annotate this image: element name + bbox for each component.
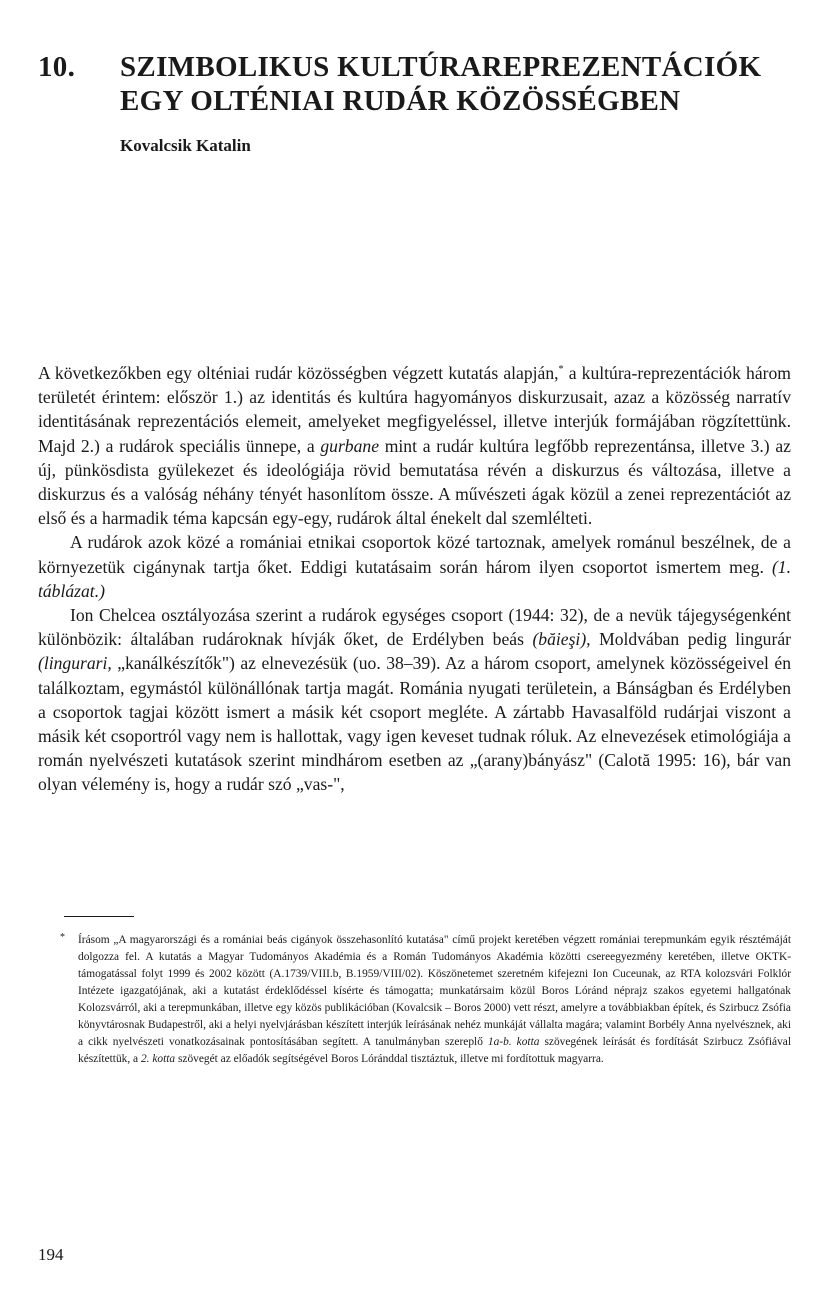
term-lingurari: (lingurari, bbox=[38, 653, 112, 674]
paragraph-2 bbox=[38, 530, 791, 603]
footnote-body bbox=[64, 932, 791, 1068]
paragraph-1 bbox=[38, 361, 791, 530]
page-number: 194 bbox=[38, 1245, 64, 1264]
paragraph-3-text-b: Moldvában pedig lingurár bbox=[590, 629, 791, 650]
paragraph-1-text-c: mint a rudár kultúra legfőbb reprezentánsa, illetve 3.) az új, pünkösdista gyülekezet és ideológiája rövid bemutatása révén a diskurzus és változása, illetve a diskurzus és a valóság néhány tényét hasonlítom össze. A művészeti ágak közül a zenei reprezentációt az első és a harmadik téma kapcsán egy-egy, rudárok által énekelt dal szemlélteti. bbox=[38, 435, 791, 529]
chapter-title-line-1: SZIMBOLIKUS KULTÚRAREPREZENTÁCIÓK bbox=[120, 51, 762, 83]
footnote-divider bbox=[64, 916, 134, 917]
paragraph-1-text-b: a kultúra-reprezentációk három területét érintem: először 1.) az identitás és kultúra hagyományos diskurzusait, azaz a közösség narratív identitásának reprezentációs elemeit, amelyeket megfigyeléssel, illetve interjúk formájában rögzítettünk. Majd 2.) a rudárok speciális ünnepe, a bbox=[38, 363, 791, 456]
paragraph-2-text: A rudárok azok közé a romániai etnikai csoportok közé tartoznak, amelyek románul beszélnek, de a környezetük cigánynak tartja őket. Eddigi kutatásaim során három ilyen csoportot ismertem meg. bbox=[38, 532, 791, 577]
paragraph-3 bbox=[38, 603, 791, 797]
author-name: Kovalcsik Katalin bbox=[120, 136, 251, 155]
footnote-text-c: szövegét az előadók segítségével Boros Lóránddal tisztáztuk, illetve mi fordítottuk magyarra. bbox=[175, 1053, 604, 1065]
footnote-text-a: Írásom „A magyarországi és a romániai beás cigányok összehasonlító kutatása" című projekt keretében végzett romániai terepmunkám egyik résztémáját dolgozza fel. A kutatás a Magyar Tudományos Akadémia és a Román Tudományos Akadémia közötti csereegyezmény keretében, illetve OKTK-támogatással folyt 1999 és 2002 között (A.1739/VIII.b, B.1959/VIII/02). Köszönetemet szeretném kifejezni Ion Cuceunak, az RTA kolozsvári Folklór Intézete igazgatójának, aki a kutatást érdeklődéssel kísérte és támogatta; munkatársaim közül Boros Lóránd néprajz szakos egyetemi hallgatónak Kolozsvárról, aki a terepmunkában, illetve egy közös publikációban (Kovalcsik – Boros 2000) vett részt, amelyre a továbbiakban építek, és Szirbucz Zsófia könyvtárosnak Budapestről, aki a helyi nyelvjárásban készített interjúk leírásának nehéz munkáját vállalta magára; valamint Borbély Anna nyelvésznek, aki a cikk nyelvészeti vonatkozásainak pontosításában segített. A tanulmányban szereplő bbox=[78, 934, 791, 1048]
paragraph-3-text-c: „kanálkészítők") az elnevezésük (uo. 38–39). Az a három csoport, amelynek közösségeivel én találkoztam, egymástól különállónak tartja magát. Románia nyugati területein, a Bánságban és Erdélyben a csoportok tagjai között ismert a másik két csoport megléte. A zártabb Havasalföld rudárjai viszont a másik két csoportról vagy nem is hallottak, vagy igen keveset tudnak róluk. Az elnevezések etimológiája a román nyelvészeti kutatások szerint mindhárom esetben az „(arany)bányász" (Calotă 1995: 16), bár van olyan vélemény is, hogy a rudár szó „vas-", bbox=[38, 653, 791, 795]
chapter-heading bbox=[38, 50, 818, 118]
footnote bbox=[60, 932, 791, 1068]
table-reference: (1. táblázat.) bbox=[38, 556, 791, 601]
chapter-number: 10. bbox=[38, 51, 76, 83]
footnote-kotta-1: 1a-b. kotta bbox=[487, 1036, 540, 1048]
term-baiesi: (băieşi), bbox=[532, 629, 591, 650]
footnote-kotta-2: 2. kotta bbox=[140, 1053, 176, 1065]
chapter-title-line-2: EGY OLTÉNIAI RUDÁR KÖZÖSSÉGBEN bbox=[120, 85, 681, 117]
footnote-mark: * bbox=[60, 932, 65, 943]
body-text bbox=[38, 361, 791, 797]
footnote-text-b: szövegének leírását és fordítását Szirbucz Zsófiával készítettük, a bbox=[78, 1036, 791, 1065]
term-gurbane: gurbane bbox=[320, 435, 379, 456]
paragraph-1-text-a: A következőkben egy olténiai rudár közösségben végzett kutatás alapján, bbox=[38, 363, 559, 383]
footnote-reference-mark: * bbox=[558, 364, 564, 375]
paragraph-3-text-a: Ion Chelcea osztályozása szerint a rudárok egységes csoport (1944: 32), de a nevük tájegységenként különbözik: általában rudároknak hívják őket, de Erdélyben beás bbox=[38, 605, 791, 650]
